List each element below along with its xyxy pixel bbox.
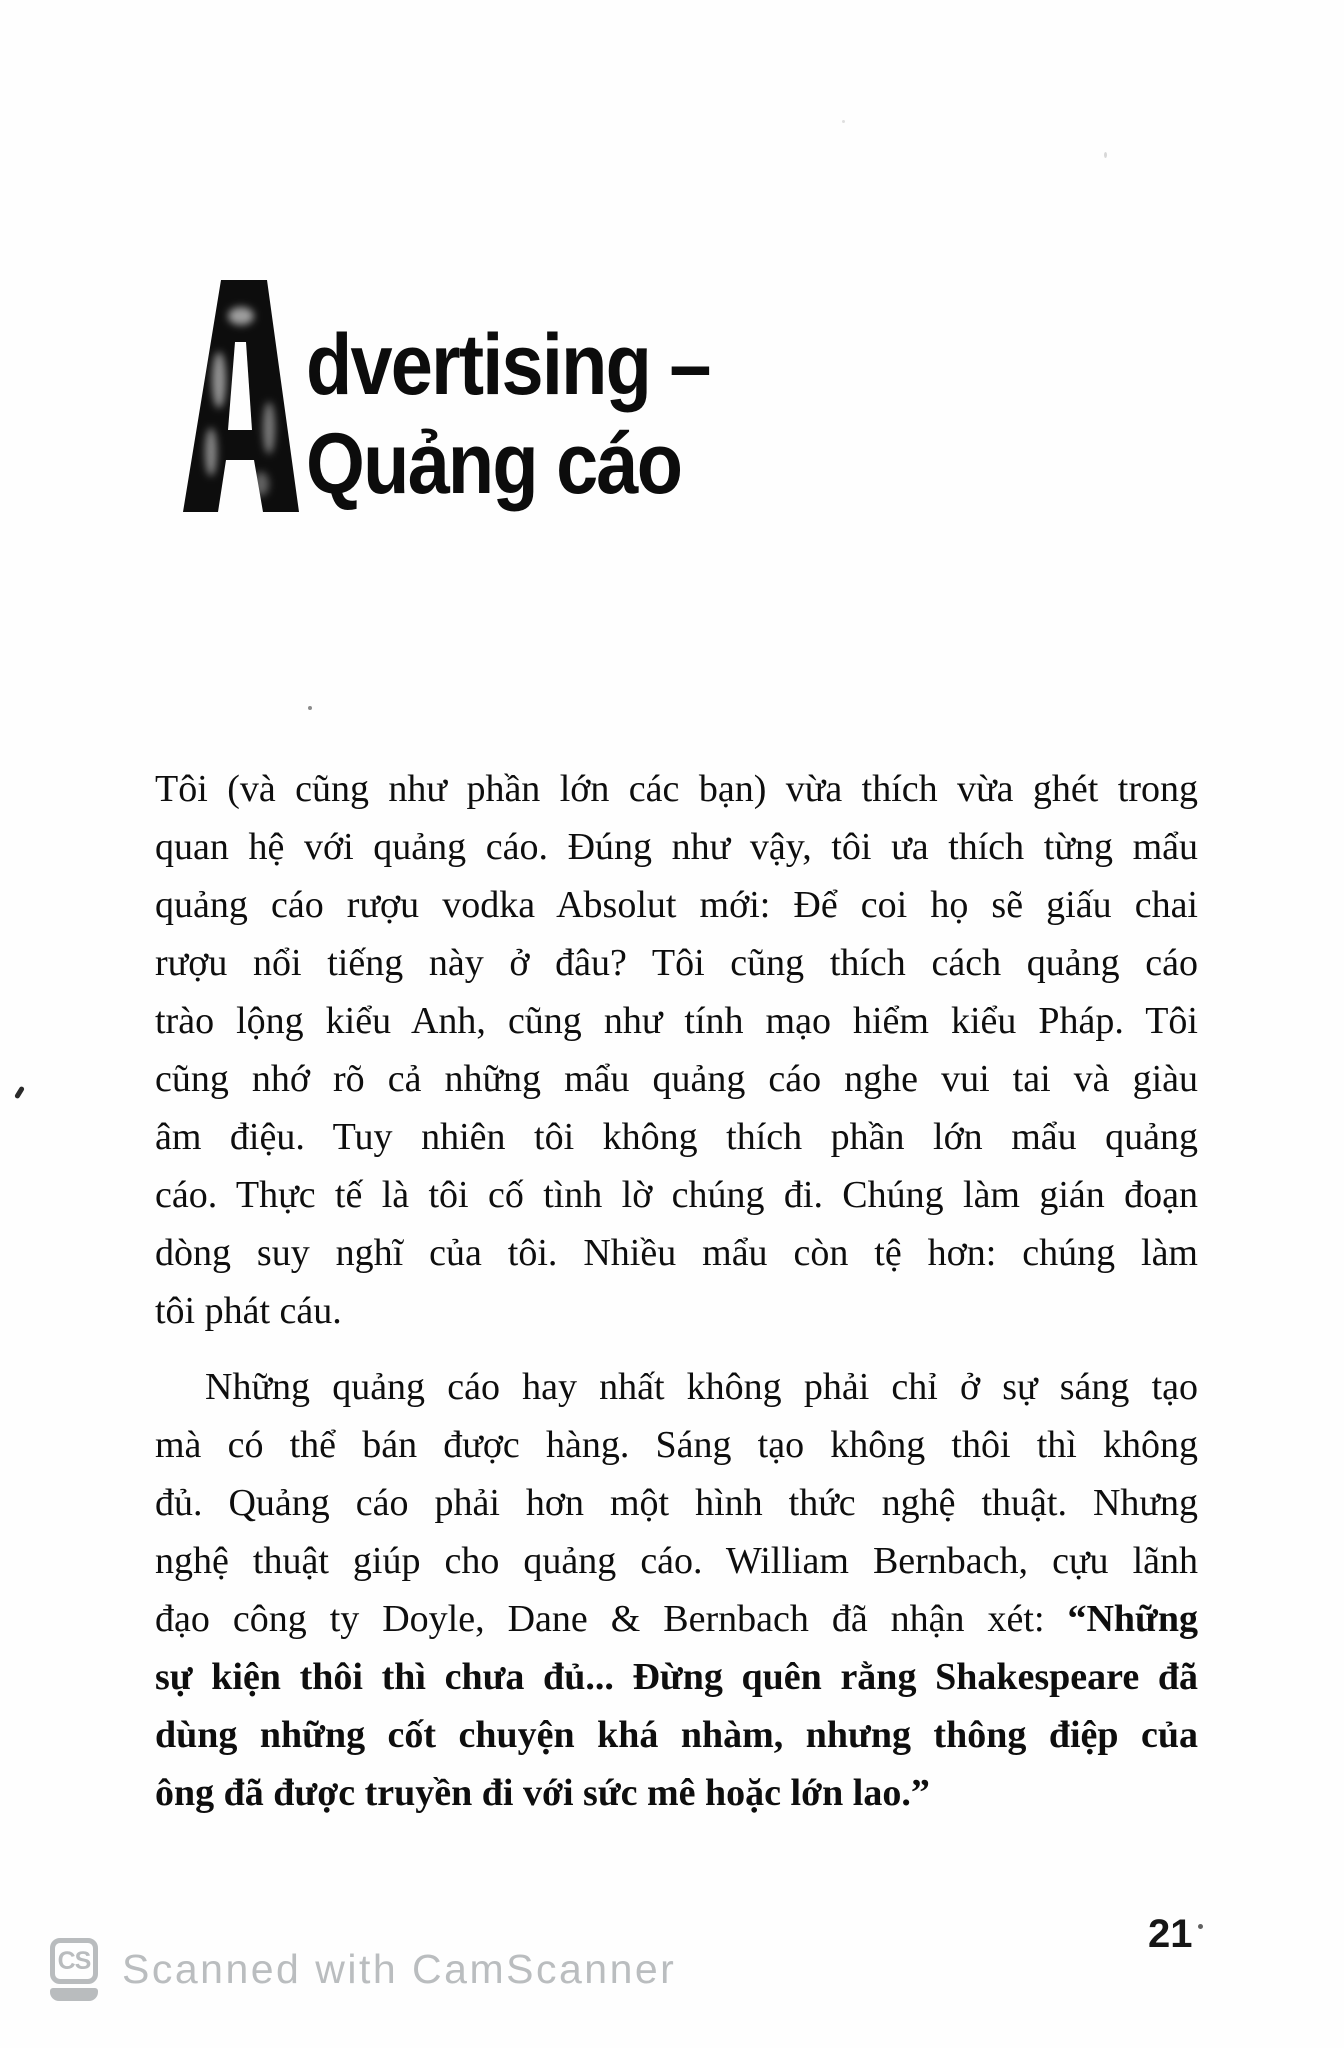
chapter-title (306, 316, 710, 514)
scan-speck (1104, 152, 1107, 158)
text-line: trào lộng kiểu Anh, cũng như tính mạo hiểm kiểu Pháp. Tôi (155, 1000, 1198, 1042)
text-line: Tôi (và cũng như phần lớn các bạn) vừa thích vừa ghét trong (155, 768, 1198, 810)
scan-artifact-mark (14, 1086, 25, 1100)
dropcap-a-glyph (182, 280, 300, 512)
text-line: mà có thể bán được hàng. Sáng tạo không thôi thì không (155, 1424, 1198, 1466)
text-line: cáo. Thực tế là tôi cố tình lờ chúng đi. Chúng làm gián đoạn (155, 1174, 1198, 1216)
text-run-bold: “Những (1067, 1598, 1198, 1640)
body-text (155, 760, 1198, 1822)
paragraph-1 (155, 760, 1198, 1340)
text-line: rượu nổi tiếng này ở đâu? Tôi cũng thích cách quảng cáo (155, 942, 1198, 984)
camscanner-icon-bar (50, 1988, 98, 2001)
text-line: Những quảng cáo hay nhất không phải chỉ ở sự sáng tạo (205, 1366, 1198, 1408)
text-line-bold: ông đã được truyền đi với sức mê hoặc lớn lao.” (155, 1772, 930, 1814)
text-line: tôi phát cáu. (155, 1290, 342, 1332)
text-line: cũng nhớ rõ cả những mẩu quảng cáo nghe vui tai và giàu (155, 1058, 1198, 1100)
text-line: âm điệu. Tuy nhiên tôi không thích phần lớn mẩu quảng (155, 1116, 1198, 1158)
text-line-bold: sự kiện thôi thì chưa đủ... Đừng quên rằng Shakespeare đã (155, 1656, 1198, 1698)
text-line: đủ. Quảng cáo phải hơn một hình thức nghệ thuật. Nhưng (155, 1482, 1198, 1524)
chapter-title-line1: dvertising – (306, 317, 710, 413)
camscanner-cs-badge: CS (50, 1938, 98, 1984)
text-line: dòng suy nghĩ của tôi. Nhiều mẩu còn tệ hơn: chúng làm (155, 1232, 1198, 1274)
watermark-text: Scanned with CamScanner (122, 1946, 677, 1992)
text-line: quan hệ với quảng cáo. Đúng như vậy, tôi ưa thích từng mẩu (155, 826, 1198, 868)
text-run-normal: đạo công ty Doyle, Dane & Bernbach đã nhận xét: (155, 1598, 1068, 1640)
dropcap-letter-a (182, 280, 300, 512)
paragraph-2 (155, 1358, 1198, 1822)
text-line: nghệ thuật giúp cho quảng cáo. William Bernbach, cựu lãnh (155, 1540, 1198, 1582)
scan-speck (308, 706, 312, 710)
chapter-title-line2: Quảng cáo (306, 416, 682, 512)
scan-speck (1198, 1924, 1203, 1929)
camscanner-icon (50, 1938, 98, 2001)
page-number: 21 (1148, 1912, 1193, 1956)
text-line-mixed (155, 1590, 1198, 1648)
scan-speck (842, 120, 845, 123)
camscanner-watermark (50, 1938, 676, 2001)
text-line: quảng cáo rượu vodka Absolut mới: Để coi họ sẽ giấu chai (155, 884, 1198, 926)
text-line-bold: dùng những cốt chuyện khá nhàm, nhưng thông điệp của (155, 1714, 1198, 1756)
